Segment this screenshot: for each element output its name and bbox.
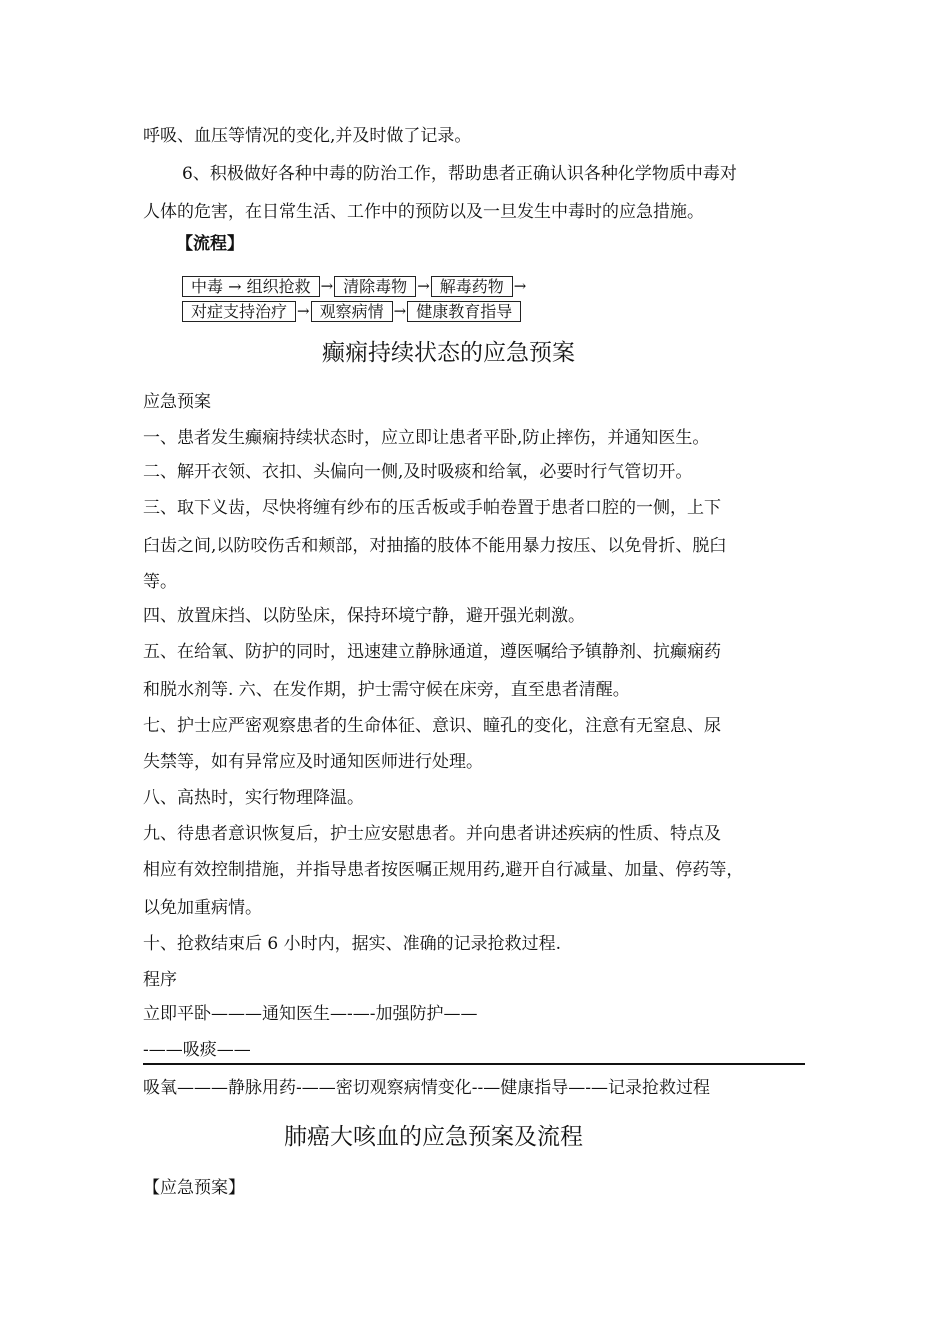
arrow-icon: → bbox=[393, 302, 407, 320]
text-line: 四、放置床挡、以防坠床，保持环境宁静，避开强光刺激。 bbox=[143, 606, 585, 626]
flow-heading: 【流程】 bbox=[176, 234, 244, 254]
text-line: 五、在给氧、防护的同时，迅速建立静脉通道，遵医嘱给予镇静剂、抗癫痫药 bbox=[143, 642, 721, 662]
text-line: 人体的危害，在日常生活、工作中的预防以及一旦发生中毒时的应急措施。 bbox=[143, 202, 704, 222]
text-line: 以免加重病情。 bbox=[143, 898, 262, 918]
subheading: 【应急预案】 bbox=[143, 1178, 245, 1198]
subheading: 应急预案 bbox=[143, 392, 211, 412]
divider bbox=[143, 1063, 805, 1065]
flow-box: 清除毒物 bbox=[334, 276, 416, 297]
flow-row-2 bbox=[182, 301, 521, 322]
arrow-icon: → bbox=[417, 277, 430, 295]
flow-box: 解毒药物 bbox=[431, 276, 513, 297]
flow-box: 对症支持治疗 bbox=[182, 301, 296, 322]
text-line: 6、积极做好各种中毒的防治工作，帮助患者正确认识各种化学物质中毒对 bbox=[182, 164, 737, 184]
flow-row-1 bbox=[182, 276, 527, 297]
text-line: 十、抢救结束后 6 小时内，据实、准确的记录抢救过程. bbox=[143, 934, 562, 954]
arrow-icon: → bbox=[320, 277, 334, 295]
text-line: 呼吸、血压等情况的变化,并及时做了记录。 bbox=[143, 126, 472, 146]
section-title: 肺癌大咳血的应急预案及流程 bbox=[284, 1124, 583, 1150]
text-line: 七、护士应严密观察患者的生命体征、意识、瞳孔的变化，注意有无窒息、尿 bbox=[143, 716, 721, 736]
flow-box: 健康教育指导 bbox=[407, 301, 521, 322]
program-line: -——吸痰—— bbox=[143, 1040, 251, 1060]
text-line: 八、高热时，实行物理降温。 bbox=[143, 788, 364, 808]
program-line: 吸氧———静脉用药-——密切观察病情变化--—健康指导—-—记录抢救过程 bbox=[143, 1078, 710, 1098]
text-line: 三、取下义齿，尽快将缠有纱布的压舌板或手帕卷置于患者口腔的一侧，上下 bbox=[143, 498, 721, 518]
text-line: 二、解开衣领、衣扣、头偏向一侧,及时吸痰和给氧，必要时行气管切开。 bbox=[143, 462, 693, 482]
flow-box: 中毒 → 组织抢救 bbox=[182, 276, 320, 297]
arrow-icon: → bbox=[513, 277, 527, 295]
text-line: 臼齿之间,以防咬伤舌和颊部，对抽搐的肢体不能用暴力按压、以免骨折、脱臼 bbox=[143, 536, 727, 556]
program-line: 立即平卧———通知医生—-—-加强防护—— bbox=[143, 1004, 478, 1024]
text-line: 一、患者发生癫痫持续状态时，应立即让患者平卧,防止摔伤，并通知医生。 bbox=[143, 428, 710, 448]
text-line: 等。 bbox=[143, 572, 177, 592]
program-label: 程序 bbox=[143, 970, 177, 990]
section-title: 癫痫持续状态的应急预案 bbox=[322, 340, 575, 366]
text-line: 相应有效控制措施，并指导患者按医嘱正规用药,避开自行减量、加量、停药等， bbox=[143, 860, 744, 880]
text-line: 和脱水剂等. 六、在发作期，护士需守候在床旁，直至患者清醒。 bbox=[143, 680, 630, 700]
text-line: 九、待患者意识恢复后，护士应安慰患者。并向患者讲述疾病的性质、特点及 bbox=[143, 824, 721, 844]
flow-box: 观察病情 bbox=[311, 301, 393, 322]
arrow-icon: → bbox=[297, 302, 310, 320]
text-line: 失禁等，如有异常应及时通知医师进行处理。 bbox=[143, 752, 483, 772]
